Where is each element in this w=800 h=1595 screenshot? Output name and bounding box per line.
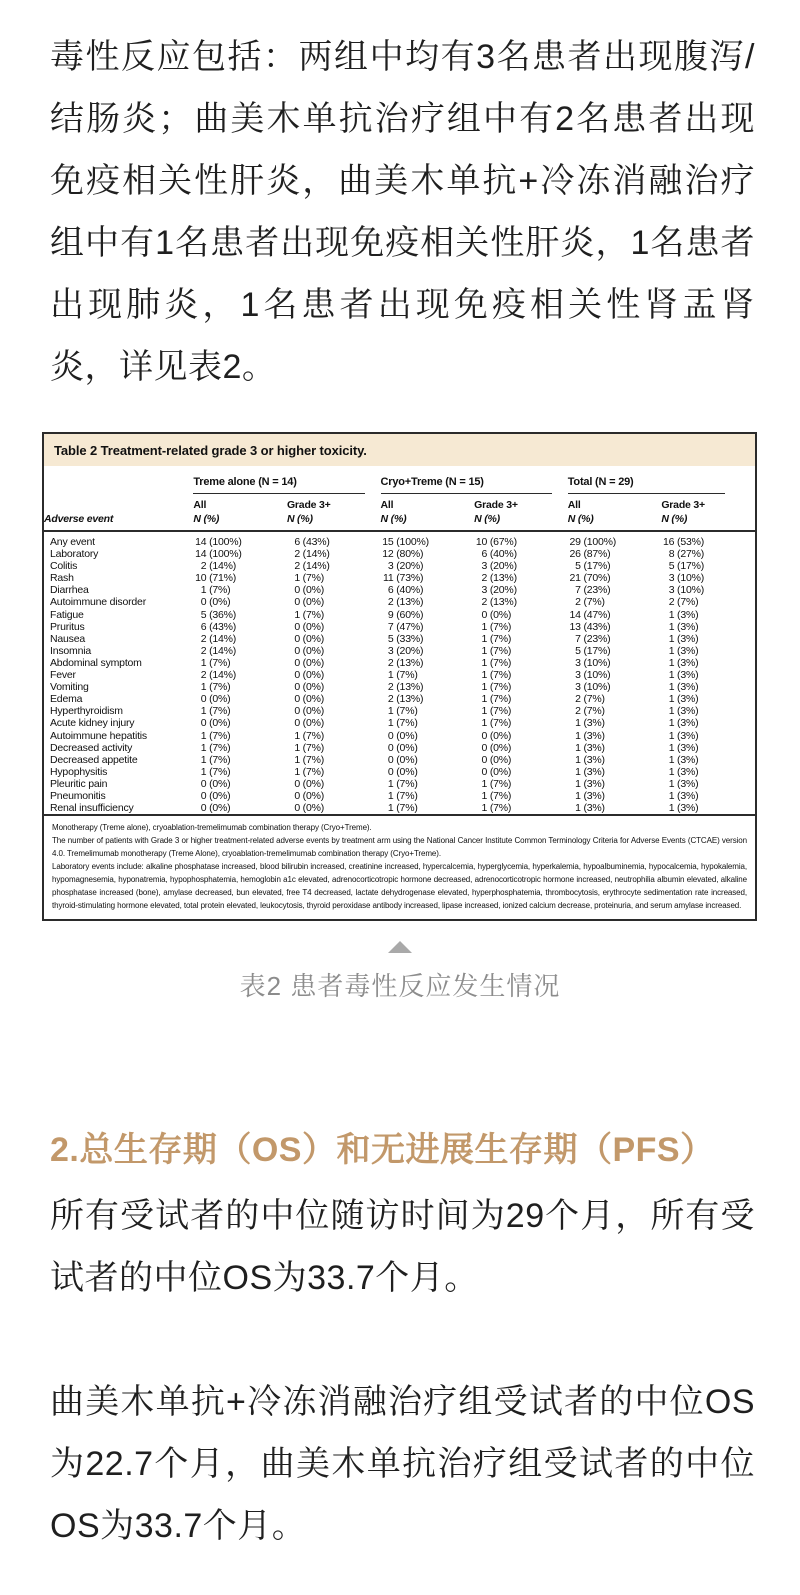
table-row — [44, 730, 755, 742]
unit-row — [44, 512, 755, 531]
table-cell: 5 (36%) — [200, 608, 237, 621]
table-cell: 0 (0%) — [200, 789, 231, 802]
adverse-event-name: Fever — [50, 669, 76, 682]
table-cell: 1 (7%) — [481, 632, 512, 645]
table-cell: 1 (7%) — [294, 729, 325, 742]
table-cell: 10 (67%) — [475, 536, 517, 548]
table-cell: 2 (14%) — [200, 669, 237, 682]
table-cell: 0 (0%) — [294, 584, 325, 597]
table-row — [44, 802, 755, 814]
table-cell: 2 (14%) — [294, 560, 330, 573]
table-cell: 0 (0%) — [200, 717, 231, 730]
table-header — [44, 466, 755, 531]
table-cell: 1 (7%) — [481, 789, 512, 802]
table-cell: 0 (0%) — [294, 644, 325, 657]
table-figure — [42, 432, 757, 921]
table-cell: 1 (7%) — [481, 717, 512, 730]
table-cell: 1 (7%) — [387, 789, 418, 802]
table-cell: 2 (14%) — [200, 560, 237, 573]
table-row — [44, 742, 755, 754]
table-cell: 6 (40%) — [481, 548, 517, 561]
adverse-event-name: Pruritus — [50, 620, 85, 633]
table-cell: 0 (0%) — [294, 669, 325, 682]
table-row — [44, 609, 755, 621]
adverse-event-name: Acute kidney injury — [50, 717, 135, 730]
table-cell: 15 (100%) — [382, 536, 429, 548]
table-cell: 1 (3%) — [668, 669, 699, 682]
table-cell: 2 (7%) — [575, 693, 605, 706]
table-cell: 1 (7%) — [200, 753, 231, 766]
table-cell: 0 (0%) — [294, 789, 325, 802]
table-cell: 1 (3%) — [575, 789, 605, 802]
table-cell: 1 (3%) — [668, 681, 699, 694]
table-cell: 0 (0%) — [294, 632, 325, 645]
col-all: All — [567, 499, 581, 511]
col-unit: N (%) — [568, 512, 662, 531]
table-row — [44, 693, 755, 705]
adverse-event-name: Nausea — [50, 632, 85, 645]
table-cell: 6 (40%) — [387, 584, 424, 597]
table-cell: 1 (7%) — [481, 693, 512, 706]
adverse-event-name: Rash — [50, 572, 74, 585]
table-cell: 3 (20%) — [387, 644, 424, 657]
table-cell: 2 (13%) — [387, 693, 424, 706]
table-cell: 1 (7%) — [294, 741, 325, 754]
table-cell: 1 (3%) — [668, 693, 699, 706]
article-body — [0, 0, 800, 398]
adverse-event-name: Insomnia — [50, 644, 92, 657]
adverse-events-body — [44, 531, 755, 814]
table-cell: 11 (73%) — [383, 572, 424, 585]
table-cell: 0 (0%) — [294, 802, 325, 815]
table-cell: 1 (7%) — [200, 765, 231, 778]
table-cell: 1 (3%) — [668, 644, 699, 657]
table-cell: 1 (7%) — [294, 608, 325, 621]
table-cell: 3 (20%) — [481, 584, 517, 597]
table-cell: 1 (3%) — [668, 777, 699, 790]
table-row — [44, 531, 755, 548]
col-grade3: Grade 3+ — [286, 499, 331, 511]
table-cell: 1 (7%) — [387, 717, 418, 730]
table-cell: 0 (0%) — [387, 765, 418, 778]
subheader-row — [44, 494, 755, 512]
group-header-spacer — [44, 466, 193, 494]
table-cell: 3 (10%) — [668, 572, 705, 585]
col-all: All — [380, 499, 394, 511]
table-cell: 16 (53%) — [663, 536, 705, 548]
intro-paragraph: 毒性反应包括：两组中均有3名患者出现腹泻/结肠炎；曲美木单抗治疗组中有2名患者出现免疫相关性肝炎，曲美木单抗+冷冻消融治疗组中有1名患者出现免疫相关性肝炎，1名患者出现肺炎，1名患者出现免疫相关性肾盂肾炎，详见表2。 — [50, 38, 755, 386]
table-cell: 1 (3%) — [668, 620, 699, 633]
table-cell: 6 (43%) — [294, 536, 330, 548]
table-cell: 1 (7%) — [481, 656, 512, 669]
table-cell: 0 (0%) — [294, 693, 325, 706]
table-cell: 1 (7%) — [200, 681, 231, 694]
table-cell: 3 (10%) — [668, 584, 705, 597]
table-cell: 0 (0%) — [294, 620, 325, 633]
table-cell: 1 (7%) — [294, 572, 325, 585]
table-row — [44, 560, 755, 572]
table-cell: 5 (17%) — [575, 560, 611, 573]
table-cell: 1 (7%) — [200, 656, 231, 669]
table-row — [44, 669, 755, 681]
table-row — [44, 790, 755, 802]
adverse-event-name: Diarrhea — [50, 584, 89, 597]
table-row — [44, 548, 755, 560]
table-cell: 14 (100%) — [195, 536, 242, 548]
paragraph-os: 曲美木单抗+冷冻消融治疗组受试者的中位OS为22.7个月，曲美木单抗治疗组受试者的中位OS为33.7个月。 — [50, 1383, 755, 1546]
adverse-event-name: Autoimmune hepatitis — [50, 729, 147, 742]
table-cell: 0 (0%) — [481, 729, 512, 742]
adverse-event-name: Pneumonitis — [50, 789, 106, 802]
table-cell: 1 (3%) — [575, 717, 605, 730]
table-cell: 0 (0%) — [294, 656, 325, 669]
table-cell: 5 (17%) — [575, 644, 611, 657]
table-row — [44, 766, 755, 778]
table-title: Table 2 Treatment-related grade 3 or higher toxicity. — [44, 434, 755, 466]
table-row — [44, 584, 755, 596]
footnote: The number of patients with Grade 3 or higher treatment-related adverse events by treatment arm using the National Cancer Institute Common Terminology Criteria for Adverse Events (CTCAE) version 4.0. Tremelimumab monotherapy (Treme Alone), cryoablation-tremelimumab combination therapy (Cryo+Treme). — [52, 836, 747, 859]
col-unit: N (%) — [381, 512, 475, 531]
adverse-event-name: Decreased activity — [50, 741, 133, 754]
table-cell: 14 (100%) — [195, 548, 242, 561]
table-cell: 1 (3%) — [575, 753, 605, 766]
table-cell: 0 (0%) — [294, 777, 325, 790]
table-cell: 0 (0%) — [481, 753, 512, 766]
table-row — [44, 596, 755, 608]
adverse-event-name: Abdominal symptom — [50, 656, 142, 669]
table-cell: 1 (3%) — [668, 765, 699, 778]
group-cryo-treme-label: Cryo+Treme (N = 15) — [381, 476, 552, 494]
adverse-event-name: Decreased appetite — [50, 753, 138, 766]
table-cell: 1 (7%) — [481, 705, 512, 718]
group-header-row — [44, 466, 755, 494]
table-cell: 1 (3%) — [668, 729, 699, 742]
table-cell: 0 (0%) — [387, 729, 418, 742]
table-cell: 10 (71%) — [195, 572, 237, 585]
adverse-event-name: Any event — [50, 536, 95, 548]
table-cell: 1 (7%) — [387, 705, 418, 718]
adverse-event-name: Renal insufficiency — [50, 802, 134, 815]
group-total — [568, 466, 755, 494]
table-cell: 2 (13%) — [481, 572, 517, 585]
table-row — [44, 657, 755, 669]
group-total-label: Total (N = 29) — [568, 476, 725, 494]
table-cell: 1 (7%) — [481, 681, 512, 694]
table-cell: 1 (7%) — [200, 729, 231, 742]
table-row — [44, 778, 755, 790]
figure-caption-text: 表2 患者毒性反应发生情况 — [239, 971, 561, 1002]
table-cell: 1 (7%) — [200, 741, 231, 754]
table-cell: 1 (3%) — [575, 802, 605, 815]
table-cell: 9 (60%) — [387, 608, 424, 621]
table-cell: 2 (13%) — [387, 596, 424, 609]
table-cell: 5 (33%) — [387, 632, 424, 645]
table-cell: 13 (43%) — [569, 620, 611, 633]
adverse-event-name: Vomiting — [50, 681, 89, 694]
table-cell: 2 (13%) — [387, 681, 424, 694]
adverse-event-name: Laboratory — [50, 548, 99, 561]
table-cell: 1 (3%) — [668, 802, 699, 815]
table-cell: 14 (47%) — [569, 608, 611, 621]
adverse-event-name: Edema — [50, 693, 83, 706]
table-cell: 0 (0%) — [387, 753, 418, 766]
table-cell: 2 (7%) — [668, 596, 699, 609]
table-cell: 12 (80%) — [382, 548, 424, 561]
table-cell: 0 (0%) — [481, 765, 512, 778]
adverse-events-table — [44, 466, 755, 814]
col-grade3: Grade 3+ — [661, 499, 705, 511]
table-cell: 0 (0%) — [294, 705, 325, 718]
footnote: Laboratory events include: alkaline phosphatase increased, blood bilirubin increased, creatinine increased, hypercalcemia, hyperglycemia, hyperkalemia, hypoalbuminemia, hypocalcemia, hypokalemia, hypomagnesemia, hyponatremia, hypophosphatemia, hemoglobin a1c elevated, adrenocorticotropic hormone decreased, adrenocorticotropic hormone increased, neutrophilia albumin elevated, alkaline phosphatase increased (bone), amylase decreased, bun elevated, free T4 decreased, lactate dehydrogenase elevated, hyperphosphatemia, thrombocytosis, erythrocyte sedimentation rate increased, thyroid-stimulating hormone elevated, total protein elevated, leukocytosis, thyroid peroxidase antibody increased, lipase increased, ionized calcium decrease, proteinuria, and serum amylase increased. — [52, 862, 747, 911]
table-cell: 0 (0%) — [294, 681, 325, 694]
table-cell: 1 (3%) — [575, 765, 605, 778]
table-row — [44, 681, 755, 693]
table-cell: 1 (3%) — [668, 608, 699, 621]
table-cell: 1 (7%) — [481, 802, 512, 815]
table-cell: 1 (7%) — [387, 802, 418, 815]
subheader-spacer — [44, 494, 193, 512]
table-cell: 3 (20%) — [387, 560, 424, 573]
table-cell: 1 (7%) — [200, 705, 231, 718]
table-row — [44, 754, 755, 766]
table-cell: 1 (7%) — [481, 669, 512, 682]
table-row — [44, 633, 755, 645]
group-treme-alone — [193, 466, 380, 494]
table-cell: 1 (3%) — [668, 705, 699, 718]
table-cell: 0 (0%) — [481, 741, 512, 754]
table-cell: 7 (23%) — [575, 584, 611, 597]
table-cell: 0 (0%) — [387, 741, 418, 754]
section-heading-os-pfs: 2.总生存期（OS）和无进展生存期（PFS） — [50, 1131, 715, 1170]
table-cell: 1 (3%) — [668, 632, 699, 645]
table-cell: 1 (3%) — [575, 777, 605, 790]
table-cell: 21 (70%) — [569, 572, 611, 585]
col-unit: N (%) — [661, 512, 755, 531]
table-cell: 3 (10%) — [575, 656, 611, 669]
table-cell: 2 (13%) — [481, 596, 517, 609]
table-cell: 1 (7%) — [481, 644, 512, 657]
col-unit: N (%) — [287, 512, 381, 531]
col-all: All — [193, 499, 207, 511]
adverse-event-name: Hyperthyroidism — [50, 705, 123, 718]
table-cell: 0 (0%) — [200, 693, 231, 706]
row-header-adverse-event: Adverse event — [44, 512, 193, 531]
table-2-container — [42, 432, 757, 921]
group-cryo-treme — [381, 466, 568, 494]
adverse-event-name: Fatigue — [50, 608, 84, 621]
group-treme-alone-label: Treme alone (N = 14) — [193, 476, 364, 494]
table-cell: 1 (7%) — [294, 765, 325, 778]
table-cell: 6 (43%) — [200, 620, 237, 633]
table-cell: 1 (7%) — [200, 584, 231, 597]
table-cell: 7 (23%) — [575, 632, 611, 645]
table-cell: 1 (3%) — [668, 656, 699, 669]
table-cell: 1 (3%) — [668, 789, 699, 802]
table-cell: 2 (13%) — [387, 656, 424, 669]
table-cell: 2 (7%) — [575, 705, 605, 718]
os-pfs-section — [0, 1003, 800, 1557]
table-cell: 1 (3%) — [668, 753, 699, 766]
adverse-event-name: Hypophysitis — [50, 765, 108, 778]
table-cell: 0 (0%) — [481, 608, 512, 621]
paragraph-followup: 所有受试者的中位随访时间为29个月，所有受试者的中位OS为33.7个月。 — [50, 1197, 755, 1298]
table-row — [44, 705, 755, 717]
table-cell: 2 (14%) — [200, 632, 237, 645]
table-footnotes — [44, 814, 755, 919]
figure-caption — [0, 941, 800, 1003]
table-cell: 0 (0%) — [200, 596, 231, 609]
table-cell: 1 (3%) — [668, 717, 699, 730]
table-cell: 29 (100%) — [569, 536, 617, 548]
table-cell: 1 (3%) — [668, 741, 699, 754]
table-row — [44, 621, 755, 633]
table-cell: 0 (0%) — [294, 596, 325, 609]
table-cell: 1 (3%) — [575, 741, 605, 754]
table-cell: 26 (87%) — [569, 548, 611, 561]
table-cell: 1 (7%) — [294, 753, 325, 766]
table-cell: 3 (20%) — [481, 560, 517, 573]
table-cell: 2 (7%) — [575, 596, 605, 609]
adverse-event-name: Autoimmune disorder — [50, 596, 146, 609]
table-cell: 3 (10%) — [575, 681, 611, 694]
table-cell: 1 (7%) — [481, 620, 512, 633]
table-cell: 0 (0%) — [200, 802, 231, 815]
adverse-event-name: Colitis — [50, 560, 78, 573]
table-cell: 2 (14%) — [294, 548, 330, 561]
adverse-event-name: Pleuritic pain — [50, 777, 108, 790]
table-cell: 8 (27%) — [668, 548, 705, 561]
table-cell: 7 (47%) — [387, 620, 424, 633]
table-cell: 2 (14%) — [200, 644, 237, 657]
table-cell: 1 (7%) — [481, 777, 512, 790]
footnote: Monotherapy (Treme alone), cryoablation-tremelimumab combination therapy (Cryo+Treme). — [52, 823, 372, 833]
triangle-up-icon — [388, 941, 412, 953]
col-grade3: Grade 3+ — [474, 499, 518, 511]
table-row — [44, 717, 755, 729]
table-row — [44, 572, 755, 584]
table-row — [44, 645, 755, 657]
table-cell: 0 (0%) — [294, 717, 325, 730]
table-cell: 5 (17%) — [668, 560, 705, 573]
col-unit: N (%) — [474, 512, 568, 531]
table-cell: 1 (7%) — [387, 777, 418, 790]
table-cell: 3 (10%) — [575, 669, 611, 682]
table-cell: 0 (0%) — [200, 777, 231, 790]
table-cell: 1 (3%) — [575, 729, 605, 742]
table-cell: 1 (7%) — [387, 669, 418, 682]
col-unit: N (%) — [193, 512, 287, 531]
